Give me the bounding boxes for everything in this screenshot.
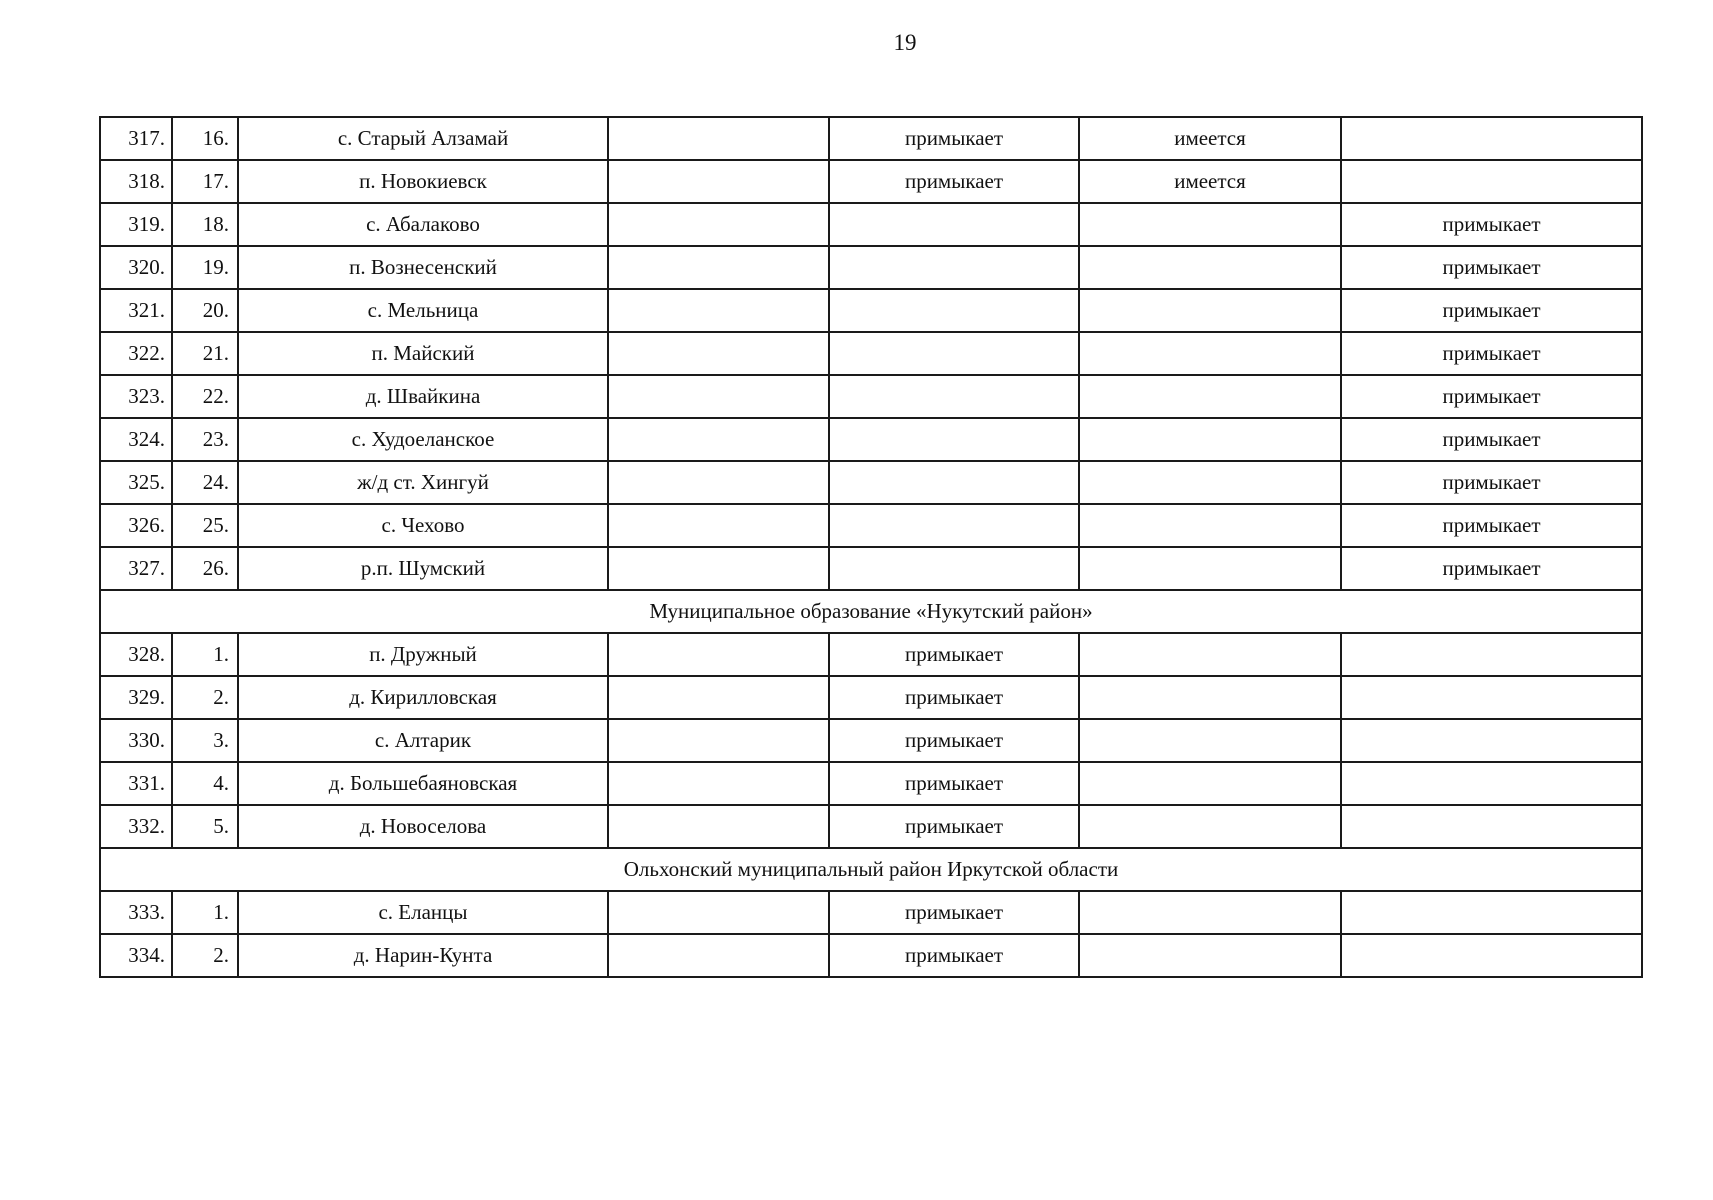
column-5-cell: примыкает: [829, 934, 1079, 977]
column-6-cell: [1079, 934, 1341, 977]
column-5-cell: примыкает: [829, 117, 1079, 160]
column-7-cell: примыкает: [1341, 203, 1642, 246]
settlement-name-cell: с. Старый Алзамай: [238, 117, 608, 160]
sub-number-cell: 24.: [172, 461, 238, 504]
table-row: [100, 375, 1642, 418]
column-5-cell: [829, 289, 1079, 332]
column-6-cell: имеется: [1079, 160, 1341, 203]
column-7-cell: примыкает: [1341, 461, 1642, 504]
settlement-name-cell: ж/д ст. Хингуй: [238, 461, 608, 504]
section-heading: Муниципальное образование «Нукутский район»: [100, 590, 1642, 633]
column-7-cell: [1341, 719, 1642, 762]
sub-number-cell: 23.: [172, 418, 238, 461]
row-number-cell: 333.: [100, 891, 172, 934]
table-row: [100, 332, 1642, 375]
sub-number-cell: 19.: [172, 246, 238, 289]
row-number-cell: 325.: [100, 461, 172, 504]
column-7-cell: примыкает: [1341, 289, 1642, 332]
column-6-cell: имеется: [1079, 117, 1341, 160]
settlement-name-cell: с. Худоеланское: [238, 418, 608, 461]
sub-number-cell: 22.: [172, 375, 238, 418]
settlement-name-cell: п. Вознесенский: [238, 246, 608, 289]
column-6-cell: [1079, 805, 1341, 848]
sub-number-cell: 2.: [172, 676, 238, 719]
column-4-cell: [608, 332, 829, 375]
column-5-cell: примыкает: [829, 633, 1079, 676]
section-heading: Ольхонский муниципальный район Иркутской области: [100, 848, 1642, 891]
settlement-name-cell: д. Новоселова: [238, 805, 608, 848]
settlements-table: [99, 116, 1643, 978]
table-row: [100, 160, 1642, 203]
table-row: [100, 762, 1642, 805]
sub-number-cell: 26.: [172, 547, 238, 590]
column-5-cell: [829, 375, 1079, 418]
column-6-cell: [1079, 246, 1341, 289]
row-number-cell: 317.: [100, 117, 172, 160]
column-7-cell: [1341, 117, 1642, 160]
column-5-cell: примыкает: [829, 762, 1079, 805]
column-7-cell: примыкает: [1341, 504, 1642, 547]
column-4-cell: [608, 375, 829, 418]
column-4-cell: [608, 719, 829, 762]
column-5-cell: [829, 461, 1079, 504]
column-4-cell: [608, 289, 829, 332]
sub-number-cell: 2.: [172, 934, 238, 977]
sub-number-cell: 20.: [172, 289, 238, 332]
row-number-cell: 329.: [100, 676, 172, 719]
column-4-cell: [608, 762, 829, 805]
column-7-cell: [1341, 676, 1642, 719]
column-6-cell: [1079, 719, 1341, 762]
column-5-cell: примыкает: [829, 805, 1079, 848]
column-7-cell: [1341, 934, 1642, 977]
column-4-cell: [608, 805, 829, 848]
column-6-cell: [1079, 504, 1341, 547]
column-4-cell: [608, 504, 829, 547]
row-number-cell: 331.: [100, 762, 172, 805]
column-4-cell: [608, 117, 829, 160]
column-6-cell: [1079, 547, 1341, 590]
settlement-name-cell: д. Кирилловская: [238, 676, 608, 719]
column-5-cell: [829, 504, 1079, 547]
row-number-cell: 319.: [100, 203, 172, 246]
sub-number-cell: 25.: [172, 504, 238, 547]
column-4-cell: [608, 891, 829, 934]
column-4-cell: [608, 934, 829, 977]
table-row: [100, 203, 1642, 246]
page-number: 19: [893, 30, 917, 55]
settlement-name-cell: с. Абалаково: [238, 203, 608, 246]
sub-number-cell: 5.: [172, 805, 238, 848]
column-7-cell: [1341, 762, 1642, 805]
column-6-cell: [1079, 289, 1341, 332]
column-6-cell: [1079, 418, 1341, 461]
row-number-cell: 321.: [100, 289, 172, 332]
column-6-cell: [1079, 676, 1341, 719]
column-7-cell: примыкает: [1341, 375, 1642, 418]
column-6-cell: [1079, 461, 1341, 504]
column-5-cell: [829, 418, 1079, 461]
section-heading-row: [100, 590, 1642, 633]
table-row: [100, 676, 1642, 719]
table-row: [100, 934, 1642, 977]
table-row: [100, 633, 1642, 676]
column-4-cell: [608, 246, 829, 289]
column-7-cell: примыкает: [1341, 246, 1642, 289]
settlement-name-cell: д. Швайкина: [238, 375, 608, 418]
settlement-name-cell: с. Мельница: [238, 289, 608, 332]
table-row: [100, 246, 1642, 289]
table-row: [100, 891, 1642, 934]
sub-number-cell: 16.: [172, 117, 238, 160]
column-5-cell: примыкает: [829, 719, 1079, 762]
settlement-name-cell: с. Еланцы: [238, 891, 608, 934]
column-5-cell: примыкает: [829, 891, 1079, 934]
sub-number-cell: 3.: [172, 719, 238, 762]
settlement-name-cell: р.п. Шумский: [238, 547, 608, 590]
table-row: [100, 504, 1642, 547]
column-6-cell: [1079, 375, 1341, 418]
row-number-cell: 328.: [100, 633, 172, 676]
row-number-cell: 327.: [100, 547, 172, 590]
column-4-cell: [608, 633, 829, 676]
row-number-cell: 334.: [100, 934, 172, 977]
column-6-cell: [1079, 762, 1341, 805]
column-5-cell: [829, 203, 1079, 246]
table-row: [100, 117, 1642, 160]
table-body: [100, 117, 1642, 977]
settlement-name-cell: п. Дружный: [238, 633, 608, 676]
column-7-cell: [1341, 891, 1642, 934]
table-row: [100, 289, 1642, 332]
settlement-name-cell: с. Чехово: [238, 504, 608, 547]
sub-number-cell: 18.: [172, 203, 238, 246]
settlement-name-cell: д. Большебаяновская: [238, 762, 608, 805]
row-number-cell: 326.: [100, 504, 172, 547]
column-5-cell: [829, 547, 1079, 590]
column-7-cell: примыкает: [1341, 332, 1642, 375]
table-row: [100, 547, 1642, 590]
settlement-name-cell: д. Нарин-Кунта: [238, 934, 608, 977]
table-row: [100, 719, 1642, 762]
column-4-cell: [608, 547, 829, 590]
column-7-cell: [1341, 805, 1642, 848]
sub-number-cell: 1.: [172, 633, 238, 676]
row-number-cell: 318.: [100, 160, 172, 203]
column-5-cell: [829, 246, 1079, 289]
column-6-cell: [1079, 332, 1341, 375]
column-6-cell: [1079, 891, 1341, 934]
table-row: [100, 805, 1642, 848]
row-number-cell: 320.: [100, 246, 172, 289]
column-4-cell: [608, 461, 829, 504]
column-7-cell: примыкает: [1341, 547, 1642, 590]
table-row: [100, 461, 1642, 504]
column-6-cell: [1079, 203, 1341, 246]
column-7-cell: примыкает: [1341, 418, 1642, 461]
sub-number-cell: 4.: [172, 762, 238, 805]
column-4-cell: [608, 160, 829, 203]
settlement-name-cell: п. Майский: [238, 332, 608, 375]
section-heading-row: [100, 848, 1642, 891]
sub-number-cell: 21.: [172, 332, 238, 375]
settlement-name-cell: п. Новокиевск: [238, 160, 608, 203]
column-4-cell: [608, 418, 829, 461]
column-7-cell: [1341, 160, 1642, 203]
column-5-cell: [829, 332, 1079, 375]
column-5-cell: примыкает: [829, 676, 1079, 719]
column-4-cell: [608, 203, 829, 246]
sub-number-cell: 17.: [172, 160, 238, 203]
row-number-cell: 323.: [100, 375, 172, 418]
column-5-cell: примыкает: [829, 160, 1079, 203]
row-number-cell: 330.: [100, 719, 172, 762]
column-6-cell: [1079, 633, 1341, 676]
sub-number-cell: 1.: [172, 891, 238, 934]
table-row: [100, 418, 1642, 461]
row-number-cell: 322.: [100, 332, 172, 375]
settlement-name-cell: с. Алтарик: [238, 719, 608, 762]
row-number-cell: 324.: [100, 418, 172, 461]
column-7-cell: [1341, 633, 1642, 676]
row-number-cell: 332.: [100, 805, 172, 848]
column-4-cell: [608, 676, 829, 719]
